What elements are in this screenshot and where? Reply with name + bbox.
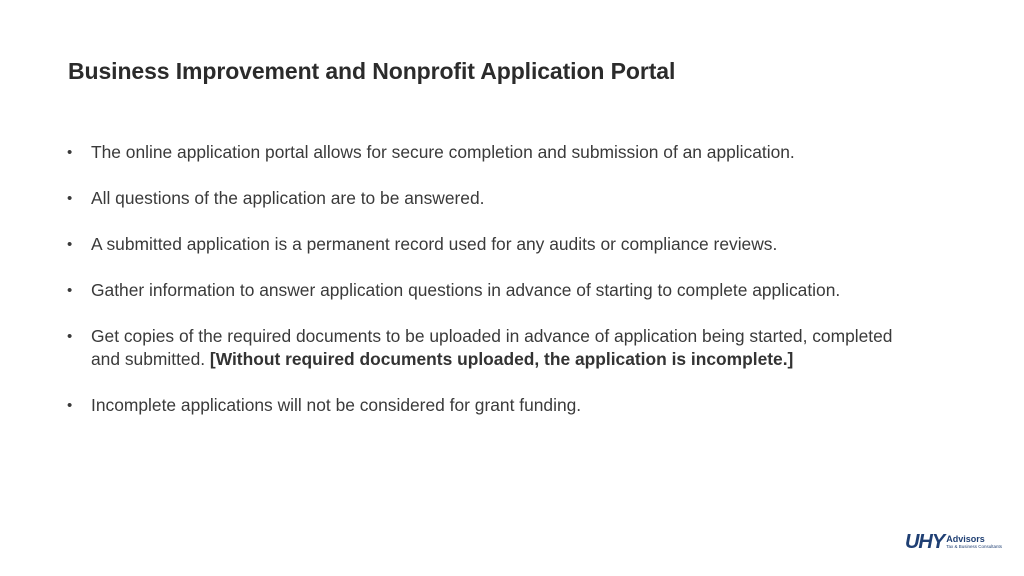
logo-text	[946, 534, 1002, 550]
bullet-text: Gather information to answer application questions in advance of starting to complete application.	[91, 280, 841, 300]
bullet-item	[66, 279, 906, 302]
bullet-text: All questions of the application are to be answered.	[91, 188, 485, 208]
bullet-item	[66, 325, 906, 371]
logo-mark: UHY	[904, 531, 945, 553]
bullet-item	[66, 187, 906, 210]
bullet-text: Get copies of the required documents to be uploaded in advance of application being started, completed and submitted.	[91, 326, 893, 369]
slide-title: Business Improvement and Nonprofit Application Portal	[68, 58, 676, 84]
bullet-text: The online application portal allows for secure completion and submission of an application.	[91, 142, 795, 162]
bullet-item	[66, 394, 906, 417]
bullet-item	[66, 141, 906, 164]
uhy-logo	[905, 532, 1002, 552]
bullet-bold-note: [Without required documents uploaded, the application is incomplete.]	[209, 349, 794, 369]
bullet-list	[66, 141, 906, 440]
bullet-text: Incomplete applications will not be considered for grant funding.	[91, 395, 582, 415]
bullet-item	[66, 233, 906, 256]
logo-name: Advisors	[946, 534, 985, 544]
bullet-text: A submitted application is a permanent record used for any audits or compliance reviews.	[91, 234, 778, 254]
logo-tagline: Tax & Business Consultants	[946, 544, 1002, 549]
